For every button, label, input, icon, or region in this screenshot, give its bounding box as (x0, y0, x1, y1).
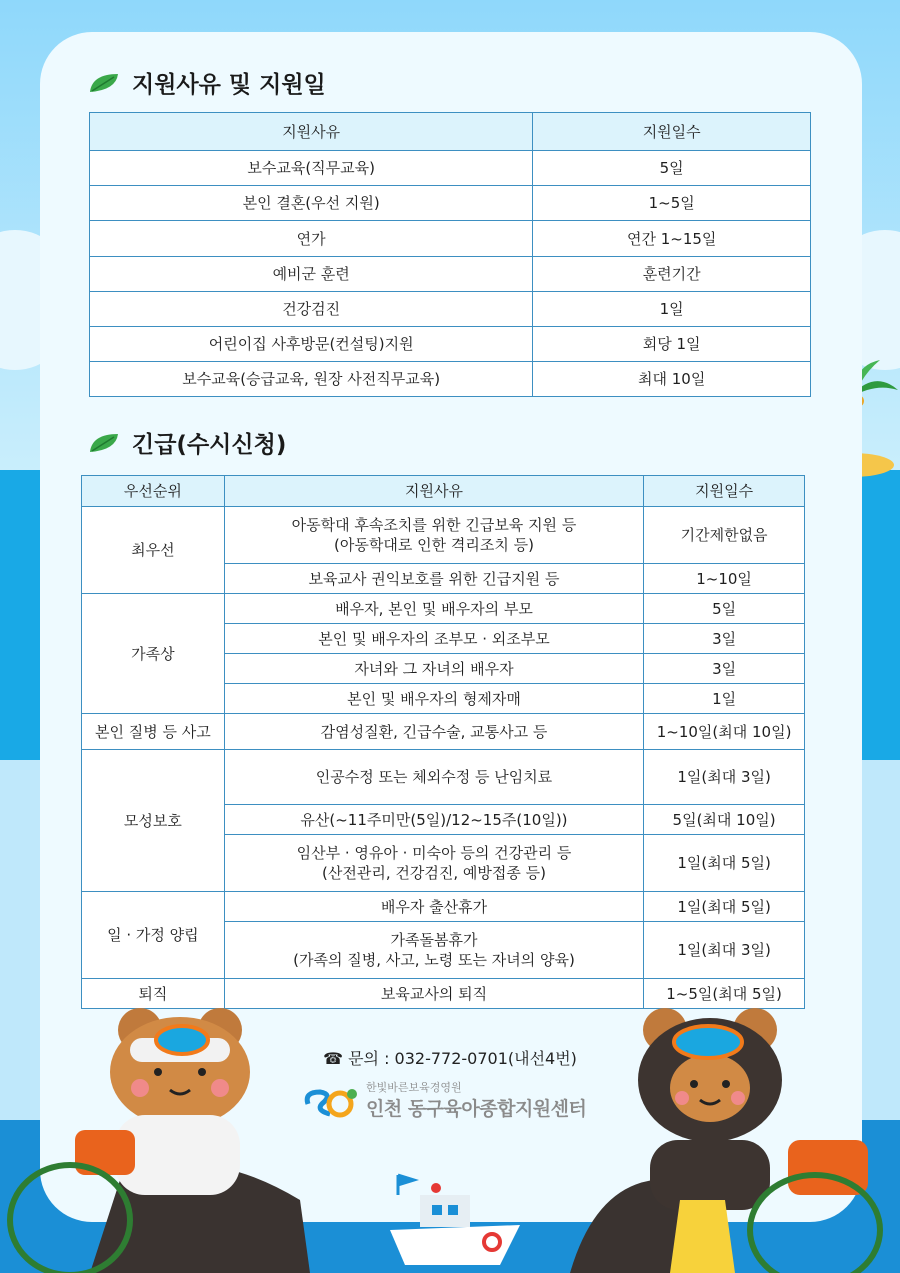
priority-cell: 일 · 가정 양립 (82, 892, 225, 979)
table-row (90, 257, 811, 292)
reason-cell: 예비군 훈련 (90, 257, 533, 292)
org-subtitle: 한빛바른보육경영원 (366, 1081, 462, 1094)
days-cell: 3일 (644, 624, 805, 654)
reason-cell (224, 684, 643, 714)
column-header-priority: 우선순위 (82, 476, 225, 507)
days-cell: 1일(최대 3일) (644, 922, 805, 979)
days-cell: 1~5일(최대 5일) (644, 979, 805, 1009)
reason-cell (224, 922, 643, 979)
reason-line: 아동학대 후속조치를 위한 긴급보육 지원 등 (291, 516, 577, 534)
days-cell: 연간 1~15일 (533, 221, 811, 257)
table-row (90, 327, 811, 362)
reason-line: 보육교사 권익보호를 위한 긴급지원 등 (308, 569, 560, 588)
days-cell: 회당 1일 (533, 327, 811, 362)
reason-line: 배우자 출산휴가 (380, 897, 488, 916)
reason-cell (224, 714, 643, 750)
priority-cell: 본인 질병 등 사고 (82, 714, 225, 750)
bear-diver-left-illustration (0, 1000, 320, 1273)
days-cell: 1일 (533, 292, 811, 327)
column-header-reason: 지원사유 (224, 476, 643, 507)
priority-cell: 모성보호 (82, 750, 225, 892)
org-logo-icon (302, 1084, 360, 1120)
reason-line: 보육교사의 퇴직 (380, 984, 488, 1003)
reason-cell (224, 594, 643, 624)
column-header-days: 지원일수 (533, 113, 811, 151)
emergency-table (81, 475, 805, 1009)
days-cell: 1~5일 (533, 186, 811, 221)
reason-note-line: (가족의 질병, 사고, 노령 또는 자녀의 양육) (293, 951, 575, 969)
section2-heading (88, 426, 286, 459)
table-row (90, 151, 811, 186)
reason-cell (224, 805, 643, 835)
days-cell: 1일(최대 5일) (644, 892, 805, 922)
table-row (82, 507, 805, 564)
days-cell: 1일(최대 3일) (644, 750, 805, 805)
days-cell: 1~10일 (644, 564, 805, 594)
days-cell: 최대 10일 (533, 362, 811, 397)
reason-line: 본인 및 배우자의 조부모 · 외조부모 (318, 629, 550, 648)
table-row (90, 221, 811, 257)
reason-cell: 본인 결혼(우선 지원) (90, 186, 533, 221)
leaf-icon (88, 72, 120, 94)
reason-line: 본인 및 배우자의 형제자매 (347, 689, 521, 708)
reason-cell: 건강검진 (90, 292, 533, 327)
org-logo-block (302, 1082, 586, 1121)
table-row (90, 186, 811, 221)
days-cell: 기간제한없음 (644, 507, 805, 564)
reason-cell (224, 507, 643, 564)
days-cell: 1~10일(최대 10일) (644, 714, 805, 750)
reason-cell (224, 892, 643, 922)
reason-line: 감염성질환, 긴급수술, 교통사고 등 (320, 722, 548, 741)
priority-cell: 퇴직 (82, 979, 225, 1009)
days-cell: 5일 (644, 594, 805, 624)
priority-cell: 최우선 (82, 507, 225, 594)
reason-cell: 어린이집 사후방문(컨설팅)지원 (90, 327, 533, 362)
days-cell: 5일 (533, 151, 811, 186)
reason-cell (224, 835, 643, 892)
column-header-reason: 지원사유 (90, 113, 533, 151)
days-cell: 1일(최대 5일) (644, 835, 805, 892)
reason-line: 가족돌봄휴가 (390, 931, 478, 949)
reason-line: 유산(~11주미만(5일)/12~15주(10일)) (300, 810, 568, 829)
reason-cell (224, 654, 643, 684)
days-cell: 훈련기간 (533, 257, 811, 292)
reason-cell (224, 624, 643, 654)
boat-illustration (380, 1170, 530, 1273)
table-row (82, 750, 805, 805)
support-reason-table (89, 112, 811, 397)
reason-note-line: (아동학대로 인한 격리조치 등) (334, 536, 534, 554)
contact-info: ☎ 문의 : 032-772-0701(내선4번) (323, 1049, 577, 1068)
reason-line: 자녀와 그 자녀의 배우자 (354, 659, 514, 678)
table-row (90, 292, 811, 327)
days-cell: 5일(최대 10일) (644, 805, 805, 835)
table-row (90, 362, 811, 397)
priority-cell: 가족상 (82, 594, 225, 714)
reason-cell (224, 750, 643, 805)
column-header-days: 지원일수 (644, 476, 805, 507)
reason-cell: 보수교육(직무교육) (90, 151, 533, 186)
table-row (82, 714, 805, 750)
reason-cell: 연가 (90, 221, 533, 257)
days-cell: 1일 (644, 684, 805, 714)
leaf-icon (88, 432, 120, 454)
bear-diver-right-illustration (560, 1000, 900, 1273)
section1-title: 지원사유 및 지원일 (132, 72, 326, 98)
reason-line: 임산부 · 영유아 · 미숙아 등의 건강관리 등 (296, 844, 572, 862)
reason-note-line: (산전관리, 건강검진, 예방접종 등) (322, 864, 546, 882)
table-row (82, 594, 805, 624)
reason-cell (224, 564, 643, 594)
reason-line: 배우자, 본인 및 배우자의 부모 (335, 599, 533, 618)
section2-title: 긴급(수시신청) (132, 432, 287, 458)
reason-cell: 보수교육(승급교육, 원장 사전직무교육) (90, 362, 533, 397)
reason-line: 인공수정 또는 체외수정 등 난임치료 (315, 768, 553, 786)
org-name: 인천 동구육아종합지원센터 (366, 1098, 587, 1120)
section1-heading (88, 66, 326, 99)
days-cell: 3일 (644, 654, 805, 684)
table-row (82, 892, 805, 922)
